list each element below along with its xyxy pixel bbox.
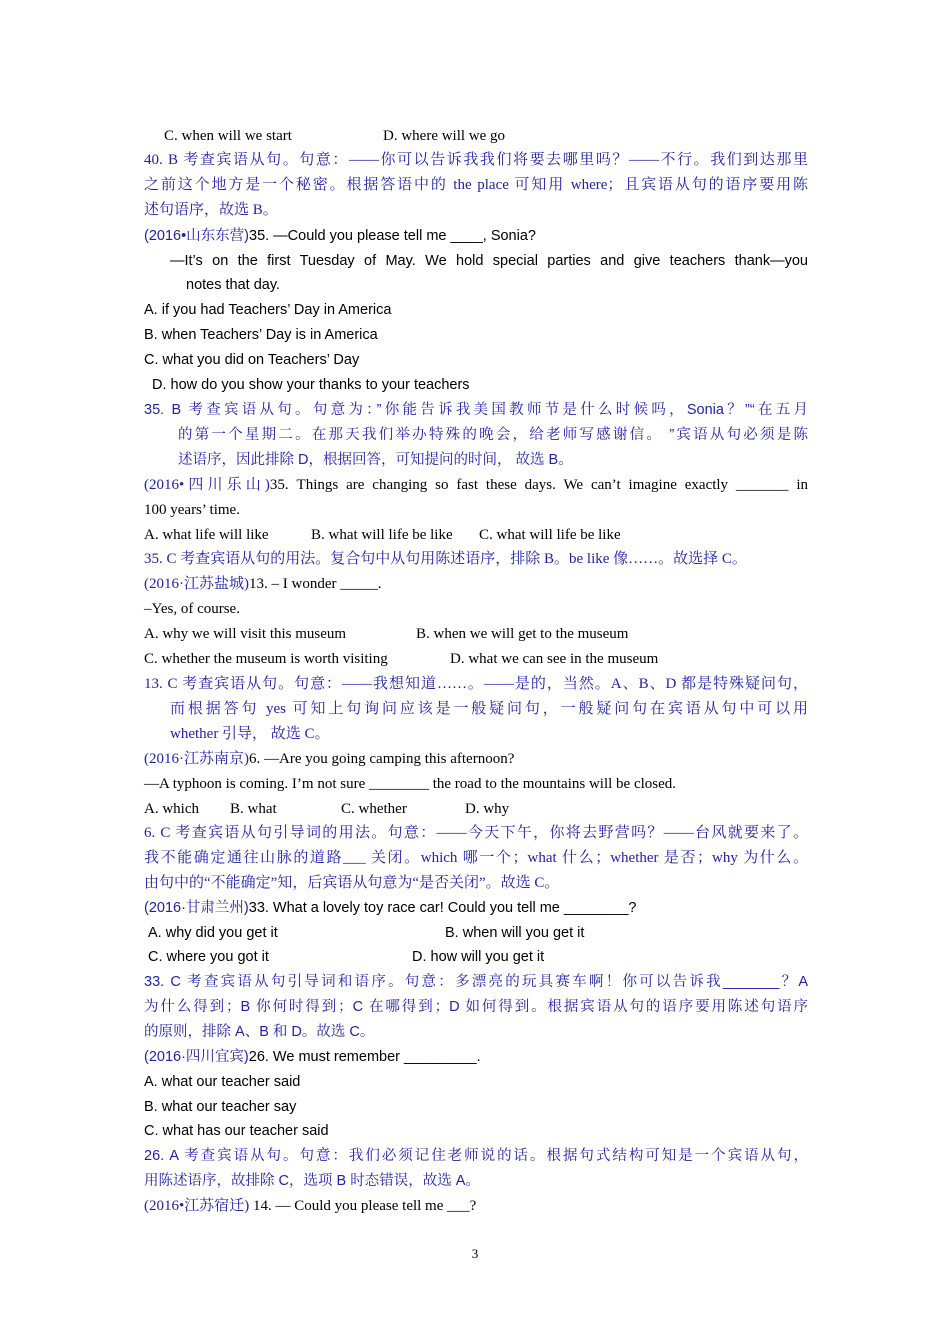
option-line (164, 125, 828, 147)
answer-35-c: 35. C 考查宾语从句的用法。复合句中从句用陈述语序，排除 B。be like 像……。故选择 C。 (144, 551, 747, 567)
option-b: B. what will life be like (311, 527, 453, 543)
source-tag: (2016·四川宜宾) (144, 1049, 249, 1065)
option-b: B. what (230, 801, 277, 817)
answer-40-line-3: 述句语序，故选 B。 (144, 202, 278, 218)
question-body: 14. — Could you please tell me ___? (249, 1198, 477, 1214)
options-line-2 (144, 648, 808, 670)
option-a: A. what our teacher said (144, 1074, 301, 1090)
option-c: C. what will life be like (479, 527, 621, 543)
question-nanjing-6 (144, 748, 808, 770)
answer-6-line-1: 6. C 考查宾语从句引导词的用法。句意：——今天下午，你将去野营吗？——台风就要来了。 (144, 825, 808, 841)
option-c: C. whether (341, 801, 407, 817)
source-tag: (2016•四川乐山) (144, 477, 270, 493)
option-d: D. where will we go (383, 128, 506, 144)
options-line (144, 524, 808, 546)
source-tag: (2016·江苏盐城) (144, 576, 249, 592)
source-tag: (2016·甘肃兰州) (144, 900, 249, 916)
question-body: 26. We must remember _________. (248, 1049, 481, 1065)
reply-line: –Yes, of course. (144, 601, 240, 617)
source-tag: (2016•江苏宿迁) (144, 1198, 250, 1214)
page-number: 3 (471, 1246, 479, 1261)
option-b: B. when Teachers’ Day is in America (144, 327, 378, 343)
option-a: A. why did you get it (148, 925, 278, 941)
option-a: A. why we will visit this museum (144, 626, 347, 642)
question-body: 13. – I wonder _____. (249, 576, 382, 592)
reply-line: —A typhoon is coming. I’m not sure ________ the road to the mountains will be closed. (144, 776, 677, 792)
question-leshan-35-cont: 100 years’ time. (144, 502, 240, 518)
answer-13-line-3: whether 引导， 故选 C。 (170, 726, 330, 742)
source-tag: (2016•山东东营) (144, 228, 249, 244)
answer-26-line-2: 用陈述语序，故排除 C，选项 B 时态错误，故选 A。 (144, 1173, 480, 1189)
answer-35-line-3: 述语序，因此排除 D，根据回答，可知提问的时间， 故选 B。 (178, 452, 573, 468)
option-b: B. when will you get it (445, 925, 585, 941)
answer-13-line-1: 13. C 考查宾语从句。句意：——我想知道……。——是的，当然。A、B、D 都是特殊疑问句， (144, 676, 808, 692)
answer-13-line-2: 而根据答句 yes 可知上句询问应该是一般疑问句，一般疑问句在宾语从句中可以用 (170, 701, 808, 717)
question-suqian-14 (144, 1195, 808, 1217)
option-b: B. when we will get to the museum (416, 626, 629, 642)
option-d: D. how will you get it (412, 949, 545, 965)
options-line-1 (144, 623, 808, 645)
answer-6-line-2: 我不能确定通往山脉的道路___ 关闭。which 哪一个；what 什么；whether 是否；why 为什么。 (144, 850, 808, 866)
options-line (144, 798, 808, 820)
question-body: 35. Things are changing so fast these days. We can’t imagine exactly _______ in (269, 477, 808, 493)
question-dongying-35 (144, 225, 808, 247)
option-c: C. whether the museum is worth visiting (144, 651, 388, 667)
question-leshan-35 (144, 474, 808, 496)
answer-33-line-2: 为什么得到；B 你何时得到；C 在哪得到；D 如何得到。根据宾语从句的语序要用陈述句语序 (144, 999, 808, 1015)
options-line-1 (148, 922, 812, 944)
answer-40-line-1: 40. B 考查宾语从句。句意：——你可以告诉我我们将要去哪里吗？——不行。我们到达那里 (144, 152, 808, 168)
answer-6-line-3: 由句中的“不能确定”知，后宾语从句意为“是否关闭”。故选 C。 (144, 875, 560, 891)
answer-33-line-1: 33. C 考查宾语从句引导词和语序。句意：多漂亮的玩具赛车啊！你可以告诉我_______？A (144, 974, 808, 990)
option-b: B. what our teacher say (144, 1099, 297, 1115)
option-c: C. what has our teacher said (144, 1123, 329, 1139)
option-c: C. when will we start (164, 128, 292, 144)
answer-35-line-2: 的第一个星期二。在那天我们举办特殊的晚会，给老师写感谢信。 ”宾语从句必须是陈 (178, 427, 808, 443)
option-c: C. what you did on Teachers’ Day (144, 352, 360, 368)
question-text: 35. —Could you please tell me ____, Sonia? (249, 228, 536, 244)
option-d: D. how do you show your thanks to your teachers (152, 377, 470, 393)
answer-40-line-2: 之前这个地方是一个秘密。根据答语中的 the place 可知用 where；且宾语从句的语序要用陈 (144, 177, 808, 193)
source-tag: (2016·江苏南京) (144, 751, 249, 767)
option-a: A. what life will like (144, 527, 269, 543)
answer-26-line-1: 26. A 考查宾语从句。句意：我们必须记住老师说的话。根据句式结构可知是一个宾语从句， (144, 1148, 808, 1164)
option-d: D. what we can see in the museum (450, 651, 659, 667)
option-a: A. which (144, 801, 199, 817)
dialogue-line: —It’s on the first Tuesday of May. We hold special parties and give teachers thank—you (170, 253, 808, 269)
question-body: 33. What a lovely toy race car! Could you tell me ________? (248, 900, 637, 916)
option-c: C. where you got it (148, 949, 269, 965)
option-a: A. if you had Teachers’ Day in America (144, 302, 392, 318)
question-yancheng-13 (144, 573, 808, 595)
option-d: D. why (465, 801, 510, 817)
dialogue-line-cont: notes that day. (186, 277, 281, 293)
answer-33-line-3: 的原则，排除 A、B 和 D。故选 C。 (144, 1024, 375, 1040)
options-line-2 (148, 946, 812, 968)
question-lanzhou-33 (144, 897, 808, 919)
question-body: 6. —Are you going camping this afternoon? (249, 751, 515, 767)
question-yibin-26 (144, 1046, 808, 1068)
answer-35-line-1: 35. B 考查宾语从句。句意为：”你能告诉我美国教师节是什么时候吗，Sonia？”“在五月 (144, 402, 808, 418)
